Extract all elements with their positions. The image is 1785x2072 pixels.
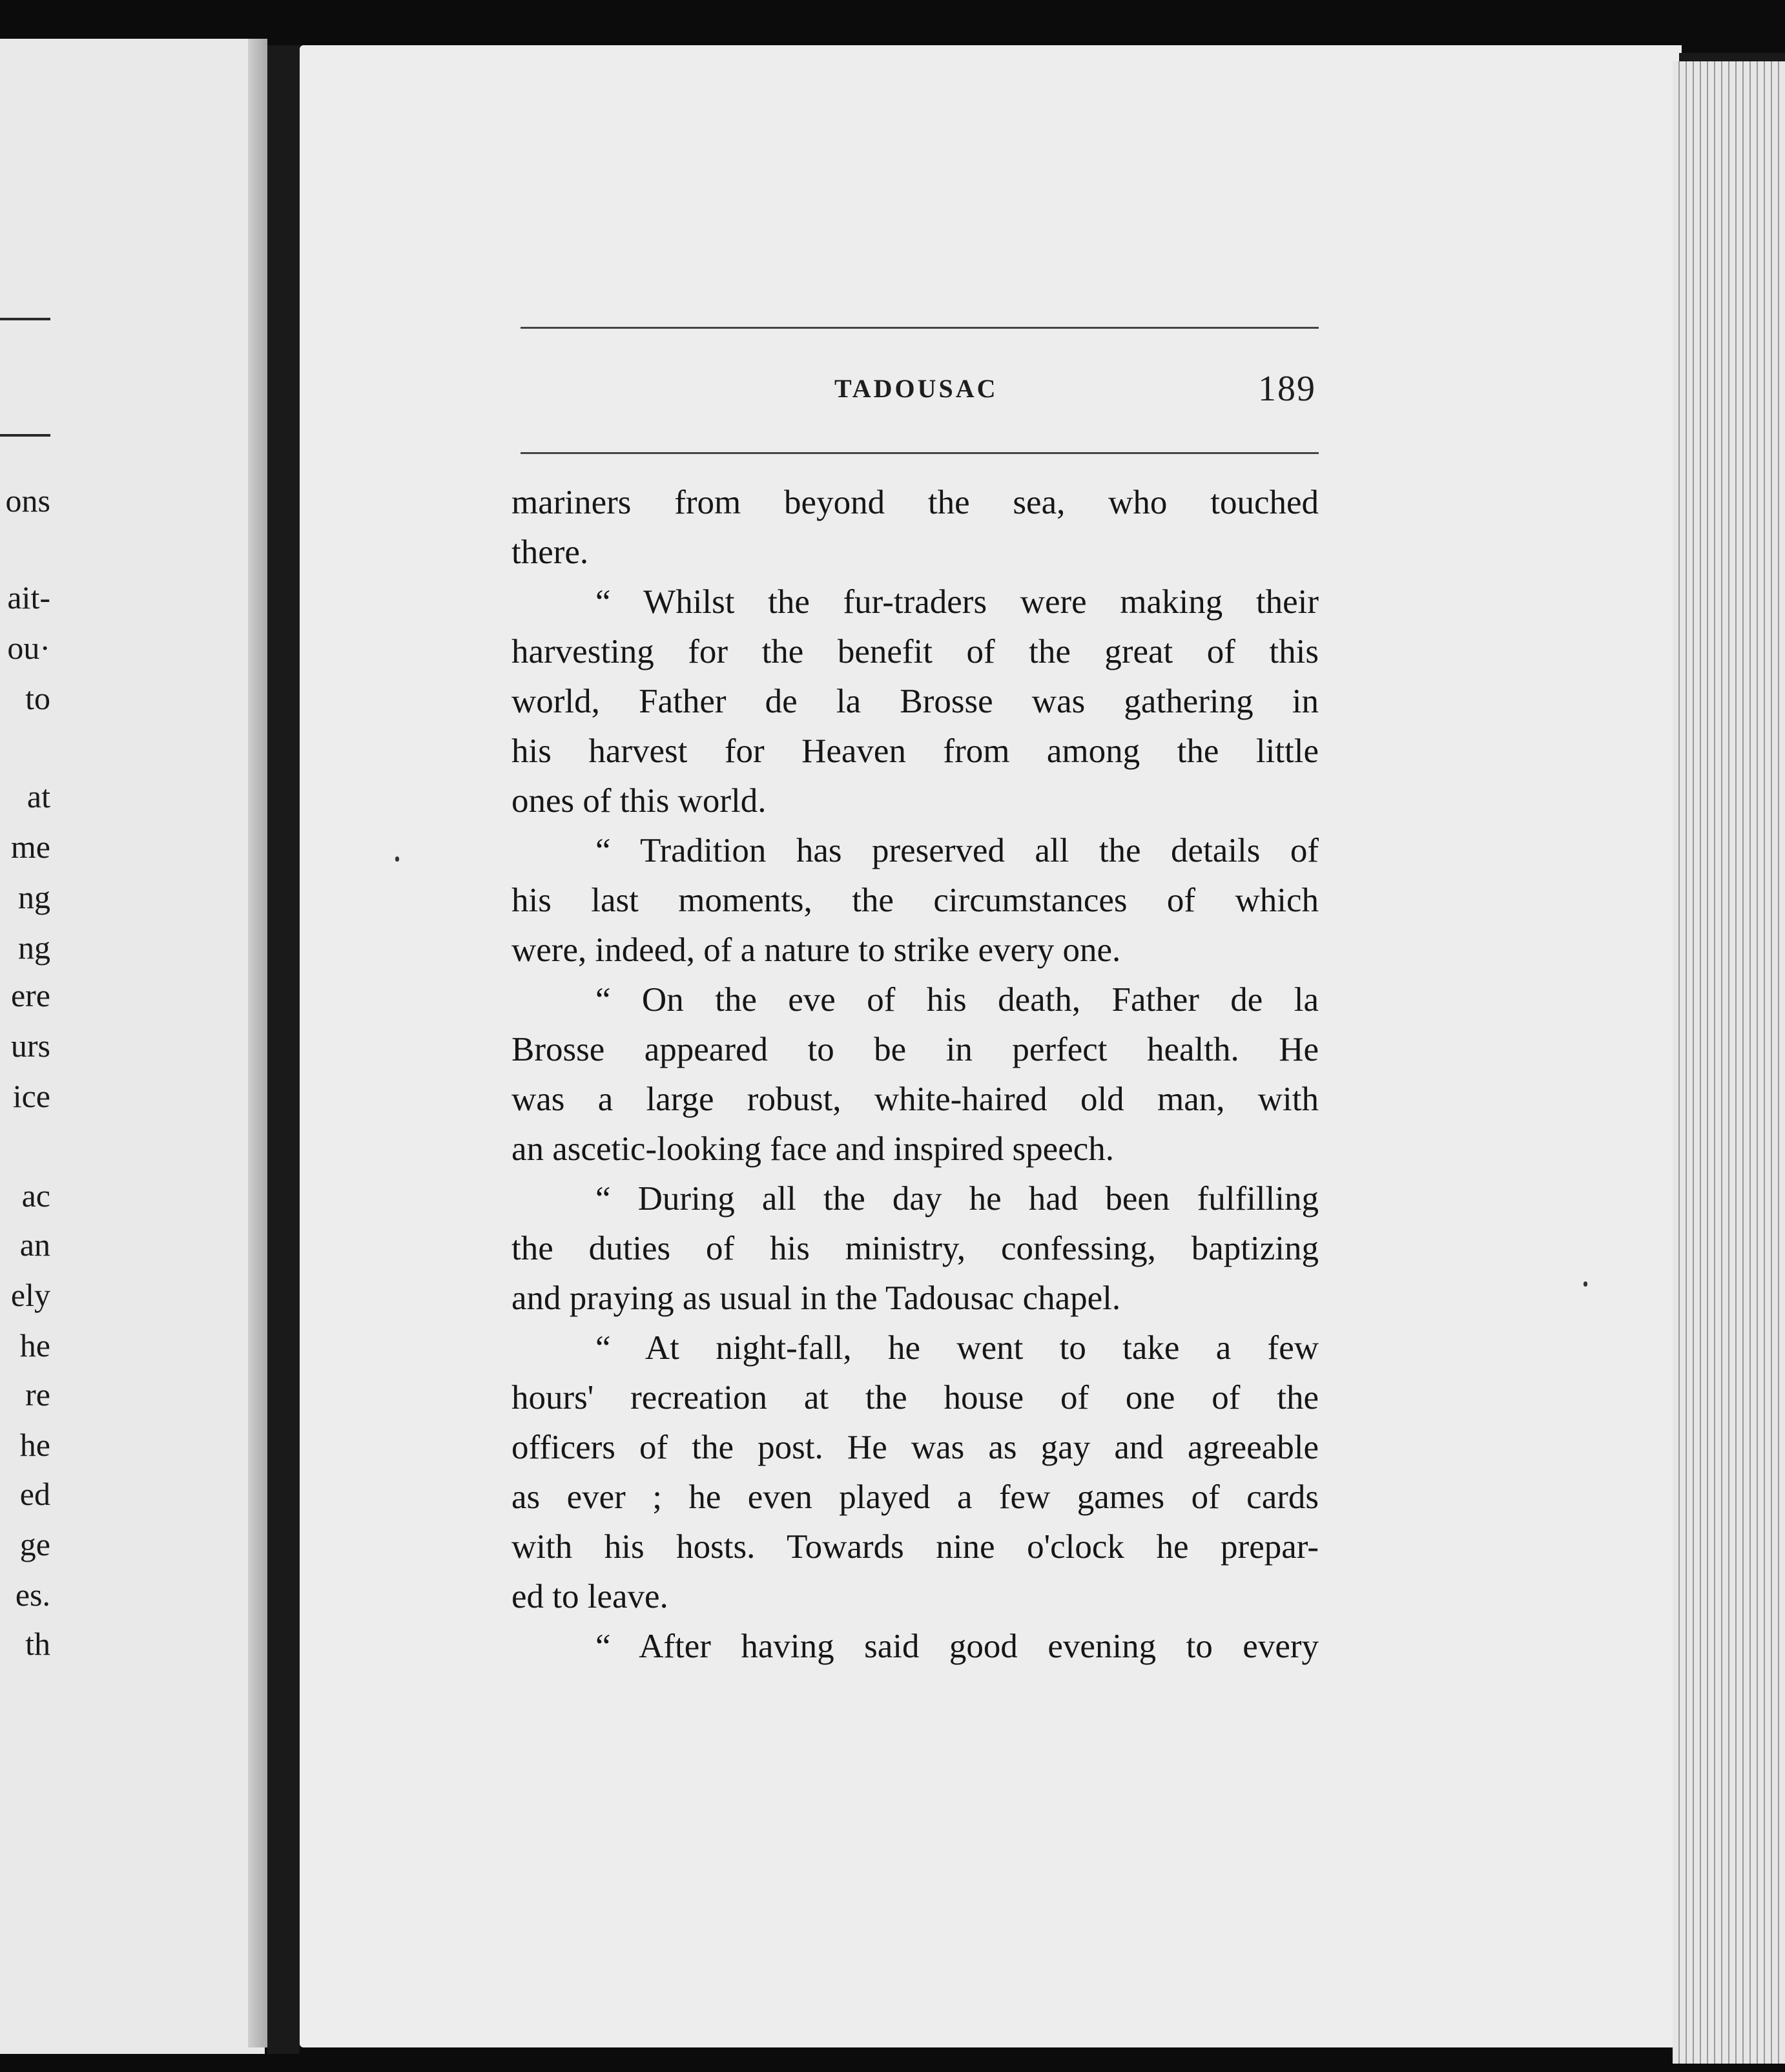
left-page-fragment: ng [18,929,50,966]
text-line: “ After having said good evening to every [595,1628,1319,1665]
text-line: ones of this world. [511,782,767,820]
left-page-fragment: re [25,1376,50,1413]
text-line: “ During all the day he had been fulfilling [595,1180,1319,1217]
left-page-fragment: ere [10,977,50,1013]
running-head: TADOUSAC [834,374,998,403]
text-line: ed to leave. [511,1578,668,1615]
text-line: “ At night-fall, he went to take a few [595,1329,1319,1367]
text-line: his last moments, the circumstances of which [511,882,1319,919]
text-line: officers of the post. He was as gay and agreeable [511,1429,1319,1466]
text-line: as ever ; he even played a few games of cards [511,1478,1319,1516]
left-page-fragment: he [19,1427,50,1463]
left-page-fragment: ons [5,482,50,519]
left-page-fragment: es. [15,1577,50,1613]
left-page-fragment: at [26,778,50,814]
text-line: an ascetic-looking face and inspired speech. [511,1130,1114,1168]
left-page-rule [0,434,50,437]
paper-speck [1584,1281,1587,1287]
left-page-fragment: ed [19,1476,50,1512]
text-line: “ Whilst the fur-traders were making their [595,583,1319,621]
text-line: with his hosts. Towards nine o'clock he prepar- [511,1528,1319,1566]
left-page-fragment: me [10,829,50,865]
left-page-fragment: ou· [7,630,50,666]
header-rule-bottom [521,452,1319,454]
left-page-gutter [248,39,267,2047]
left-page-fragment: ait- [7,579,50,616]
left-facing-page [0,39,265,2054]
text-line: the duties of his ministry, confessing, baptizing [511,1230,1319,1267]
text-line: was a large robust, white-haired old man, with [511,1081,1319,1118]
stacked-page-edges [1673,61,1785,2064]
text-line: Brosse appeared to be in perfect health. He [511,1031,1319,1068]
paper-speck [395,856,399,862]
text-line: his harvest for Heaven from among the little [511,732,1319,770]
text-line: were, indeed, of a nature to strike every one. [511,931,1121,969]
left-page-fragment: he [19,1327,50,1363]
text-line: “ Tradition has preserved all the details of [595,832,1319,869]
left-page-fragment: an [19,1227,50,1263]
left-page-fragment: ac [21,1177,50,1214]
body-text [511,478,1319,1672]
text-line: hours' recreation at the house of one of the [511,1379,1319,1416]
text-line: mariners from beyond the sea, who touched [511,484,1319,521]
text-line: “ On the eve of his death, Father de la [595,981,1319,1019]
left-page-rule [0,318,50,320]
text-line: there. [511,534,589,571]
text-line: world, Father de la Brosse was gathering in [511,683,1319,720]
left-page-fragment: ge [19,1526,50,1562]
text-line: and praying as usual in the Tadousac chapel. [511,1279,1121,1317]
book-binding-shadow [267,45,300,2054]
header-rule-top [521,327,1319,329]
left-page-fragment: ng [18,879,50,915]
left-page-fragment: urs [10,1028,50,1064]
left-page-fragment: th [25,1626,50,1662]
left-page-fragment: ely [10,1277,50,1313]
text-line: harvesting for the benefit of the great of this [511,633,1319,670]
page-number: 189 [1258,369,1316,409]
left-page-fragment: to [25,680,50,716]
left-page-fragment: ice [12,1078,50,1114]
